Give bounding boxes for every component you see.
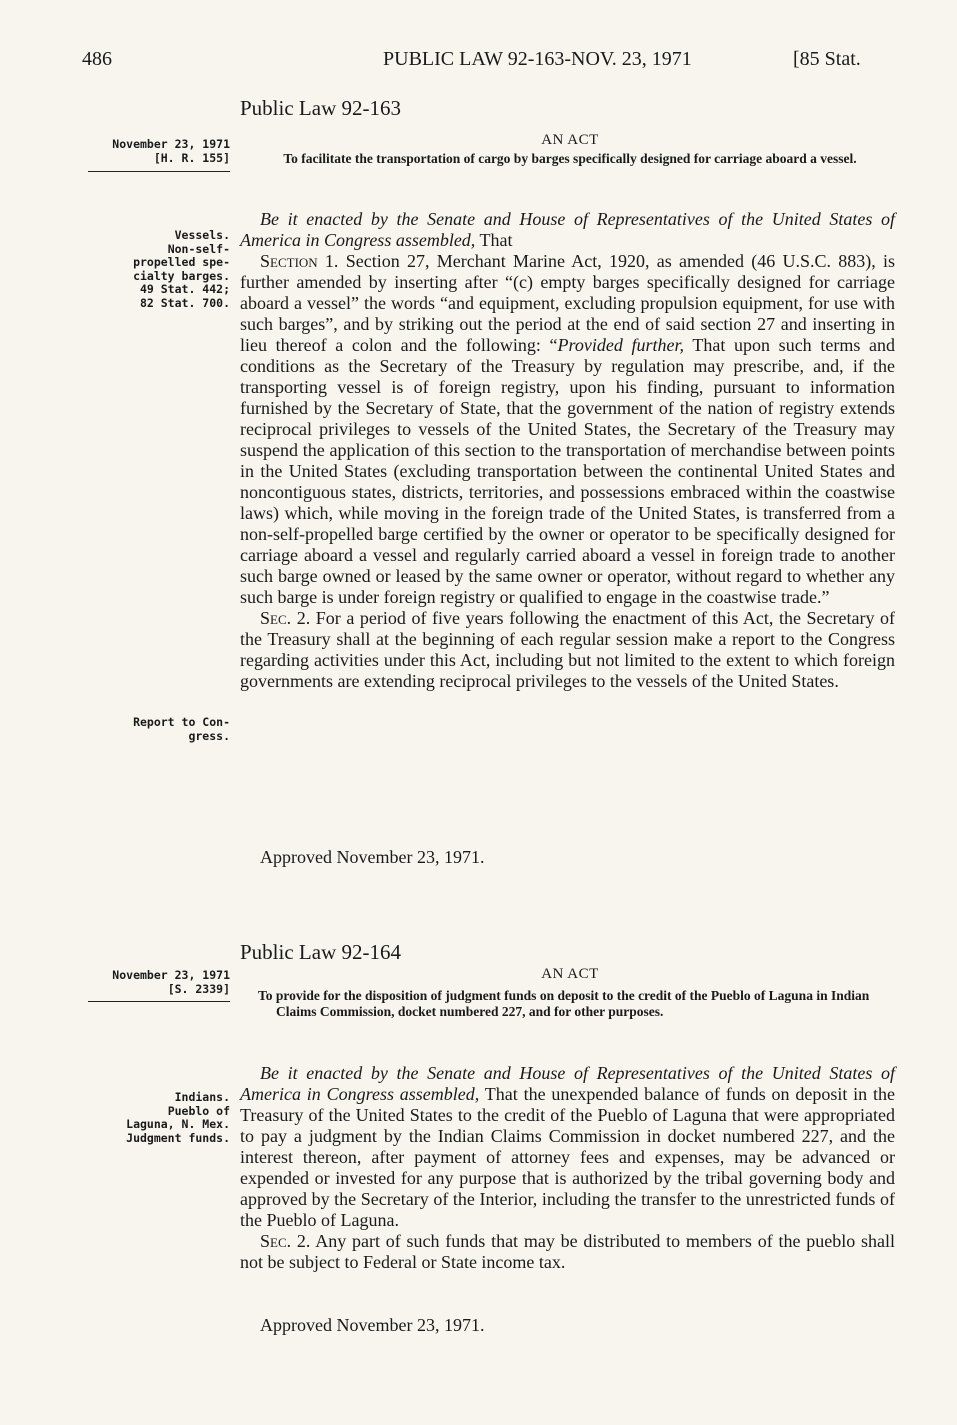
page-number: 486 xyxy=(82,48,112,70)
margin-note-vessels: Vessels. Non-self- propelled spe- cialty barges. 49 Stat. 442; 82 Stat. 700. xyxy=(133,228,230,310)
law1-date: November 23, 1971 xyxy=(112,137,230,151)
law2-an-act-heading: AN ACT xyxy=(541,966,599,982)
law1-body xyxy=(240,209,895,692)
law1-section-2: Sec. 2. For a period of five years following the enactment of this Act, the Secretary of the Treasury shall at the beginning of each regular session make a report to the Congress regarding activities under this Act, including but not limited to the extent to which foreign governments are extending reciprocal privileges to the vessels of the United States. xyxy=(240,608,896,691)
law2-margin-rule xyxy=(88,1001,230,1002)
law1-approved: Approved November 23, 1971. xyxy=(260,847,485,867)
law1-enacting-clause: Be it enacted by the Senate and House of Representatives of the United States of America in Congress assembled, That xyxy=(240,209,895,250)
law1-bill-number: [H. R. 155] xyxy=(153,151,230,165)
law2-approved: Approved November 23, 1971. xyxy=(260,1315,485,1335)
law1-title: Public Law 92-163 xyxy=(240,96,401,120)
law1-margin-rule xyxy=(88,171,230,172)
law2-section-2: Sec. 2. Any part of such funds that may be distributed to members of the pueblo shall not be subject to Federal or State income tax. xyxy=(240,1231,895,1272)
running-header xyxy=(0,48,957,78)
law2-enacting-clause: Be it enacted by the Senate and House of Representatives of the United States of America in Congress assembled, That the unexpended balance of funds on deposit in the Treasury of the United States to the credit of the Pueblo of Laguna that were appropriated to pay a judgment by the Indian Claims Commission in docket numbered 227, and the interest thereon, after payment of attorney fees and expenses, may be advanced or expended or invested for any purpose that is authorized by the tribal governing body and approved by the Secretary of the Interior, including the transfer to the unrestricted funds of the Pueblo of Laguna. xyxy=(240,1063,895,1230)
law1-purpose: To facilitate the transportation of cargo by barges specifically designed for carriage aboard a vessel. xyxy=(283,151,857,166)
law1-section-1: Section 1. Section 27, Merchant Marine Act, 1920, as amended (46 U.S.C. 883), is further amended by inserting after “(c) empty barges specifically designed for carriage aboard a vessel” the words “and equipment, excluding propulsion equipment, for use with such barges”, and by striking out the period at the end of said section 27 and inserting in lieu thereof a colon and the following: “Provided further, That upon such terms and conditions as the Secretary of the Treasury by regulation may prescribe, and, if the transporting vessel is of foreign registry, upon his finding, pursuant to information furnished by the Secretary of State, that the government of the nation of registry extends reciprocal privileges to vessels of the United States, the Secretary of the Treasury may suspend the application of this section to the transportation of merchandise between points in the United States (excluding transportation between the continental United States and noncontiguous states, districts, territories, and possessions embraced within the coastwise laws) which, while moving in the foreign trade of the United States, is transferred from a non-self-propelled barge certified by the owner or operator to be specifically designed for carriage aboard a vessel and regularly carried aboard a vessel in foreign trade to another such barge owned or leased by the same owner or operator, without regard to whether any such barge is under foreign registry or qualified to engage in the coastwise trade.” xyxy=(240,251,896,607)
law2-purpose: To provide for the disposition of judgment funds on deposit to the credit of the Pueblo of Laguna in Indian Claims Commission, docket numbered 227, and for other purposes. xyxy=(258,988,870,1019)
law2-title: Public Law 92-164 xyxy=(240,940,401,964)
margin-note-report: Report to Con- gress. xyxy=(133,715,230,743)
law2-body xyxy=(240,1063,895,1273)
law2-date: November 23, 1971 xyxy=(112,968,230,982)
running-title: PUBLIC LAW 92-163-NOV. 23, 1971 xyxy=(383,48,692,70)
margin-note-indians: Indians. Pueblo of Laguna, N. Mex. Judgment funds. xyxy=(126,1090,230,1145)
law1-an-act-heading: AN ACT xyxy=(541,132,599,148)
law2-bill-number: [S. 2339] xyxy=(167,982,230,996)
statute-reference: [85 Stat. xyxy=(793,48,861,70)
